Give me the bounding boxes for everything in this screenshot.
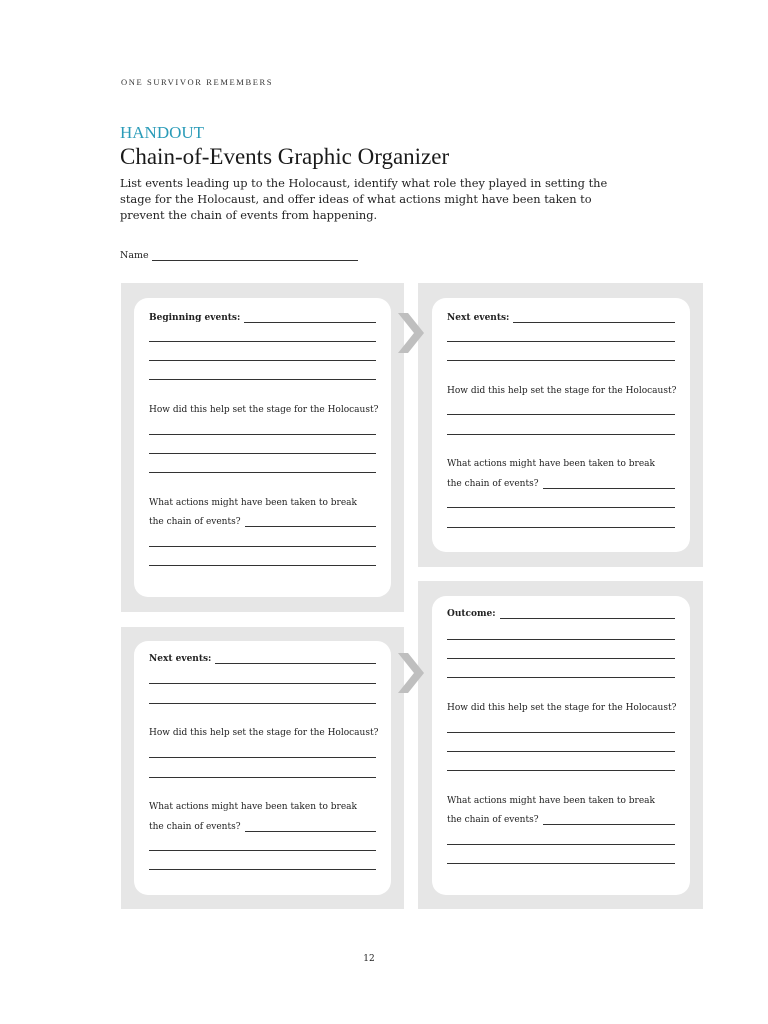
answer-line[interactable]	[447, 658, 675, 659]
card-beginning-events	[134, 298, 391, 597]
answer-line[interactable]	[500, 609, 675, 619]
beginning-events-row[interactable]	[149, 313, 376, 323]
action-question-row[interactable]	[149, 517, 376, 527]
answer-line[interactable]	[447, 414, 675, 415]
answer-line[interactable]	[543, 479, 675, 489]
next-events-label: Next events:	[149, 654, 212, 664]
action-question-row[interactable]	[149, 822, 376, 832]
answer-line[interactable]	[149, 341, 376, 342]
action-question-row[interactable]	[447, 815, 675, 825]
answer-line[interactable]	[447, 732, 675, 733]
answer-line[interactable]	[447, 751, 675, 752]
beginning-events-label: Beginning events:	[149, 313, 241, 323]
answer-line[interactable]	[149, 379, 376, 380]
answer-line[interactable]	[447, 341, 675, 342]
answer-line[interactable]	[149, 777, 376, 778]
answer-line[interactable]	[447, 360, 675, 361]
next-events-row[interactable]	[447, 313, 675, 323]
action-question-continued: the chain of events?	[447, 479, 539, 489]
action-question-continued: the chain of events?	[149, 822, 241, 832]
page-number: 12	[363, 954, 375, 964]
chevron-right-icon	[398, 313, 424, 353]
outcome-row[interactable]	[447, 609, 675, 619]
answer-line[interactable]	[447, 844, 675, 845]
name-field[interactable]	[120, 250, 358, 261]
answer-line[interactable]	[447, 527, 675, 528]
answer-line[interactable]	[543, 815, 675, 825]
instructions: List events leading up to the Holocaust, identify what role they played in setting the stage for the Holocaust, and offer ideas of what actions might have been taken to prevent the chain of events from happening.	[120, 176, 608, 222]
answer-line[interactable]	[447, 507, 675, 508]
answer-line[interactable]	[149, 703, 376, 704]
action-question: What actions might have been taken to break	[447, 459, 655, 469]
stage-question: How did this help set the stage for the Holocaust?	[149, 728, 379, 738]
answer-line[interactable]	[447, 677, 675, 678]
answer-line[interactable]	[447, 863, 675, 864]
answer-line[interactable]	[447, 639, 675, 640]
answer-line[interactable]	[149, 850, 376, 851]
answer-line[interactable]	[149, 869, 376, 870]
next-events-label: Next events:	[447, 313, 510, 323]
action-question: What actions might have been taken to break	[149, 498, 357, 508]
answer-line[interactable]	[215, 654, 376, 664]
answer-line[interactable]	[447, 770, 675, 771]
action-question-continued: the chain of events?	[447, 815, 539, 825]
answer-line[interactable]	[149, 472, 376, 473]
stage-question: How did this help set the stage for the Holocaust?	[149, 405, 379, 415]
card-next-events-top	[432, 298, 690, 552]
answer-line[interactable]	[149, 565, 376, 566]
answer-line[interactable]	[244, 313, 376, 323]
answer-line[interactable]	[149, 360, 376, 361]
action-question: What actions might have been taken to break	[447, 796, 655, 806]
answer-line[interactable]	[149, 453, 376, 454]
section-label: HANDOUT	[120, 123, 205, 142]
stage-question: How did this help set the stage for the Holocaust?	[447, 703, 677, 713]
running-head: ONE SURVIVOR REMEMBERS	[121, 77, 274, 87]
card-next-events-bottom	[134, 641, 391, 895]
answer-line[interactable]	[149, 546, 376, 547]
action-question: What actions might have been taken to break	[149, 802, 357, 812]
answer-line[interactable]	[149, 683, 376, 684]
next-events-row[interactable]	[149, 654, 376, 664]
answer-line[interactable]	[149, 757, 376, 758]
stage-question: How did this help set the stage for the Holocaust?	[447, 386, 677, 396]
name-label: Name	[120, 250, 149, 261]
name-line[interactable]	[152, 250, 358, 261]
answer-line[interactable]	[149, 434, 376, 435]
outcome-label: Outcome:	[447, 609, 496, 619]
chevron-right-icon	[398, 653, 424, 693]
answer-line[interactable]	[447, 434, 675, 435]
answer-line[interactable]	[245, 822, 376, 832]
answer-line[interactable]	[513, 313, 675, 323]
card-outcome	[432, 596, 690, 895]
answer-line[interactable]	[245, 517, 376, 527]
action-question-row[interactable]	[447, 479, 675, 489]
page-title: Chain-of-Events Graphic Organizer	[120, 144, 450, 169]
action-question-continued: the chain of events?	[149, 517, 241, 527]
